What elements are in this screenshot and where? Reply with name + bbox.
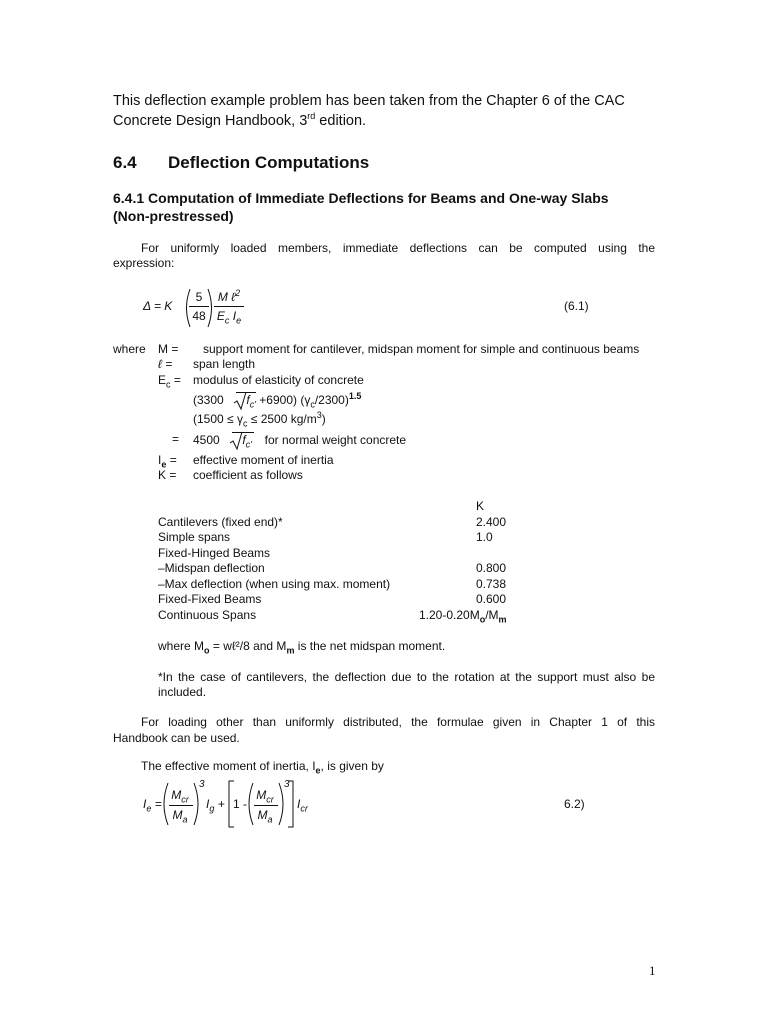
eq61-num: M ℓ$^2$ bbox=[217, 288, 241, 304]
where-M-symbol: M = bbox=[158, 342, 179, 356]
where-Ec-formula-2-eq: = bbox=[172, 432, 180, 446]
intro-line-1: This deflection example problem has been taken from the Chapter 6 of the CAC bbox=[113, 93, 625, 109]
para2-line-1: For loading other than uniformly distributed, the formulae given in Chapter 1 of this bbox=[141, 715, 655, 729]
eq62-icr: $I_{cr}$ bbox=[297, 797, 308, 814]
eq62-num: $M_{cr}$ bbox=[171, 788, 189, 805]
k-table-row-value: 0.600 bbox=[476, 592, 507, 606]
k-table-row-value: 0.738 bbox=[476, 577, 507, 591]
k-table-row-value: 0.800 bbox=[476, 561, 507, 575]
section-number: 6.4 bbox=[113, 153, 137, 172]
where-Ec-desc: modulus of elasticity of concrete bbox=[193, 373, 364, 387]
where-Ec-symbol: $E_c$ = bbox=[158, 373, 181, 390]
where-Ie-symbol: $I_e$ = bbox=[158, 453, 177, 470]
eq61-bar-2 bbox=[214, 306, 244, 307]
eq62-bar-2 bbox=[254, 805, 278, 806]
k-table-row-label: Fixed-Fixed Beams bbox=[158, 592, 262, 606]
where-M-desc: support moment for cantilever, midspan moment for simple and continuous beams bbox=[203, 342, 640, 356]
subsection-heading-line-1: 6.4.1 Computation of Immediate Deflections for Beams and One-way Slabs bbox=[113, 190, 609, 206]
sqrt-fc-2: $f_{c'}$ bbox=[232, 432, 254, 447]
eq62-bar-1 bbox=[169, 805, 193, 806]
eq62-one-minus: 1 - bbox=[233, 797, 248, 811]
k-table-row-value-continuous: $1.20-0.20M_o/M_m$ bbox=[419, 608, 507, 625]
where-l-desc: span length bbox=[193, 357, 256, 371]
k-table-row-label: –Max deflection (when using max. moment) bbox=[158, 577, 391, 591]
where-Ec-range: ($1500 \le \gamma_c \le 2500$ $kg/m^3$) bbox=[193, 410, 326, 429]
eq62-den: $M_a$ bbox=[172, 808, 188, 825]
eq61-den48: 48 bbox=[192, 309, 206, 323]
cantilever-note-line-2: included. bbox=[158, 685, 207, 699]
where-l-symbol: ℓ = bbox=[158, 357, 173, 371]
cantilever-note-line-1: *In the case of cantilevers, the deflection due to the rotation at the support must also be bbox=[158, 670, 655, 684]
k-table-row-label: –Midspan deflection bbox=[158, 561, 265, 575]
k-table-header: K bbox=[476, 499, 485, 513]
k-table-row-value: 2.400 bbox=[476, 515, 507, 529]
eq61-num5: 5 bbox=[195, 290, 203, 304]
eq61-bar-1 bbox=[189, 306, 209, 307]
mo-note: where $M_o$ = wℓ²/8 and $M_m$ is the net midspan moment. bbox=[158, 639, 446, 656]
eq62-den2: $M_a$ bbox=[257, 808, 273, 825]
para2-line-2: Handbook can be used. bbox=[113, 731, 240, 745]
para3: The effective moment of inertia, $I_e$, is given by bbox=[141, 759, 384, 776]
para1-line-2: expression: bbox=[113, 256, 175, 270]
k-table-row-label: Continuous Spans bbox=[158, 608, 257, 622]
where-Ie-desc: effective moment of inertia bbox=[193, 453, 334, 467]
section-title: Deflection Computations bbox=[168, 153, 370, 172]
where-Ec-formula-1: (3300 $f_{c'} +6900$) $(\gamma_c/2300)^{1.5}$ bbox=[193, 391, 362, 410]
where-label: where bbox=[113, 342, 146, 356]
where-K-desc: coefficient as follows bbox=[193, 468, 303, 482]
eq62-lhs: $I_e$ = bbox=[143, 797, 162, 814]
section-heading bbox=[113, 153, 370, 173]
eq61-lhs: Δ = K bbox=[143, 299, 173, 313]
where-K-symbol: K = bbox=[158, 468, 177, 482]
k-table-row-value: 1.0 bbox=[476, 530, 493, 544]
k-table-row-label: Simple spans bbox=[158, 530, 231, 544]
where-Ec-formula-2: 4500 $f_{c'}$ for normal weight concrete bbox=[193, 433, 407, 450]
eq62-num2: $M_{cr}$ bbox=[256, 788, 274, 805]
sqrt-fc-1: $f_{c'}$ bbox=[236, 392, 256, 407]
k-table-row-label: Cantilevers (fixed end)* bbox=[158, 515, 283, 529]
k-table-row-label: Fixed-Hinged Beams bbox=[158, 546, 271, 560]
eq62-reference: 6.2) bbox=[564, 797, 585, 811]
eq62-ig: $I_g$ + bbox=[206, 797, 225, 814]
intro-line-2: Concrete Design Handbook, 3rd edition. bbox=[113, 111, 367, 129]
eq61-reference: (6.1) bbox=[564, 299, 589, 313]
page-number: 1 bbox=[649, 963, 656, 978]
para1-line-1: For uniformly loaded members, immediate deflections can be computed using the bbox=[141, 241, 655, 255]
subsection-heading-line-2: (Non-prestressed) bbox=[113, 208, 234, 224]
eq61-den: $E_c$ $I_e$ bbox=[216, 309, 242, 326]
eq62-exp: 3 bbox=[199, 779, 205, 790]
eq62-exp2: 3 bbox=[284, 779, 290, 790]
